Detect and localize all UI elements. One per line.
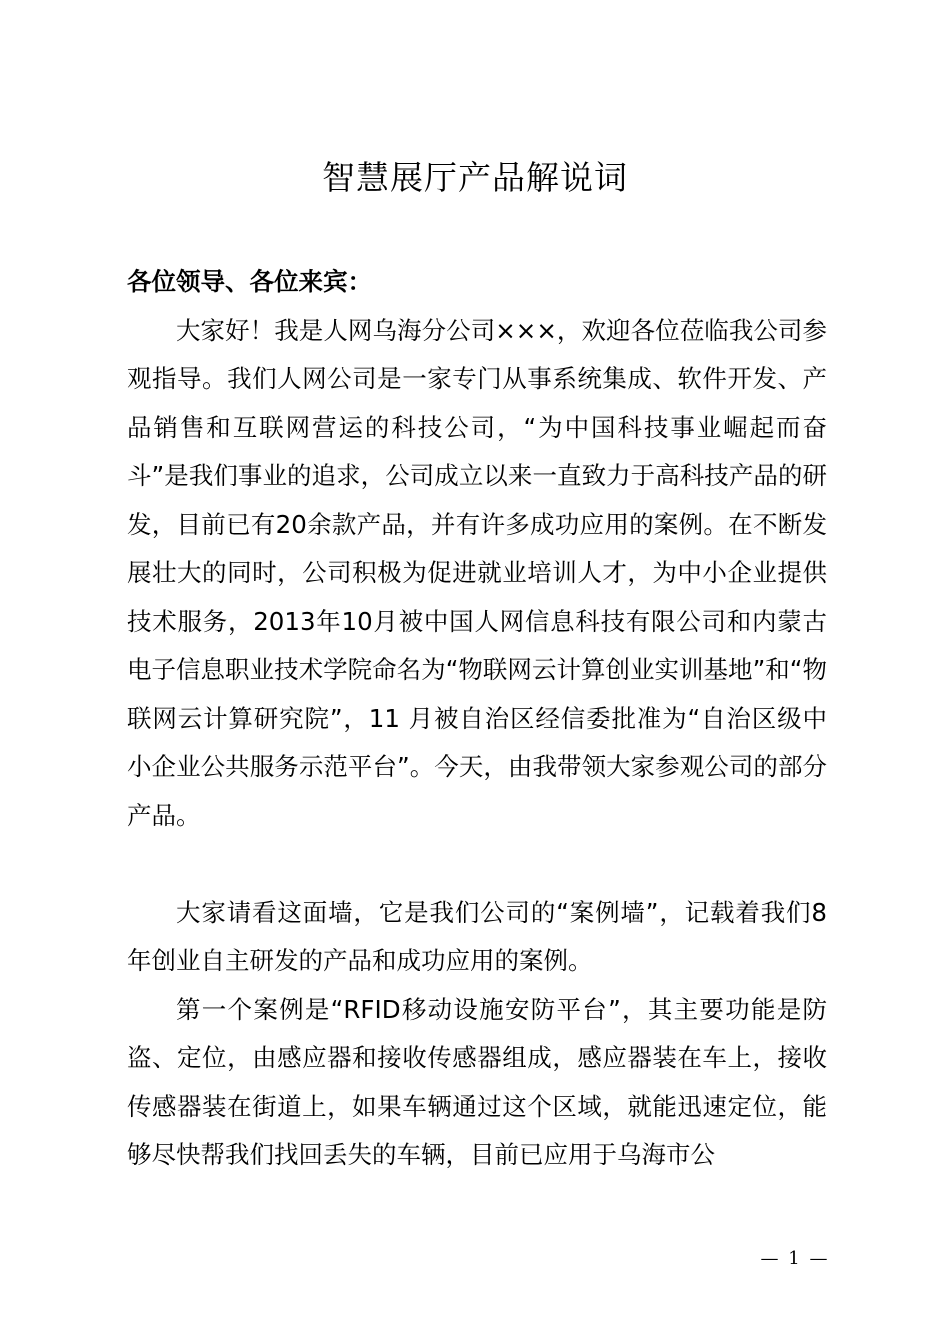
salutation: 各位领导、各位来宾： <box>127 267 372 296</box>
paragraph-case-wall: 大家请看这面墙，它是我们公司的“案例墙”，记载着我们8年创业自主研发的产品和成功应用的案例。 <box>127 897 827 975</box>
paragraph-intro: 大家好！我是人网乌海分公司×××，欢迎各位莅临我公司参观指导。我们人网公司是一家专门从事系统集成、软件开发、产品销售和互联网营运的科技公司，“为中国科技事业崛起而奋斗”是我们事业的追求，公司成立以来一直致力于高科技产品的研发，目前已有20余款产品，并有许多成功应用的案例。在不断发展壮大的同时，公司积极为促进就业培训人才，为中小企业提供技术服务，2013年10月被中国人网信息科技有限公司和内蒙古电子信息职业技术学院命名为“物联网云计算创业实训基地”和“物联网云计算研究院”，11 月被自治区经信委批准为“自治区级中小企业公共服务示范平台”。今天，由我带领大家参观公司的部分产品。 <box>127 315 827 830</box>
page-number: — 1 — <box>760 1248 830 1269</box>
paragraph-first-case: 第一个案例是“RFID移动设施安防平台”，其主要功能是防盗、定位，由感应器和接收传感器组成，感应器装在车上，接收传感器装在街道上，如果车辆通过这个区域，就能迅速定位，能够尽快帮我们找回丢失的车辆，目前已应用于乌海市公 <box>127 994 827 1169</box>
document-body <box>127 258 827 1180</box>
document-title: 智慧展厅产品解说词 <box>322 158 628 197</box>
paragraph-spacer <box>127 840 827 889</box>
